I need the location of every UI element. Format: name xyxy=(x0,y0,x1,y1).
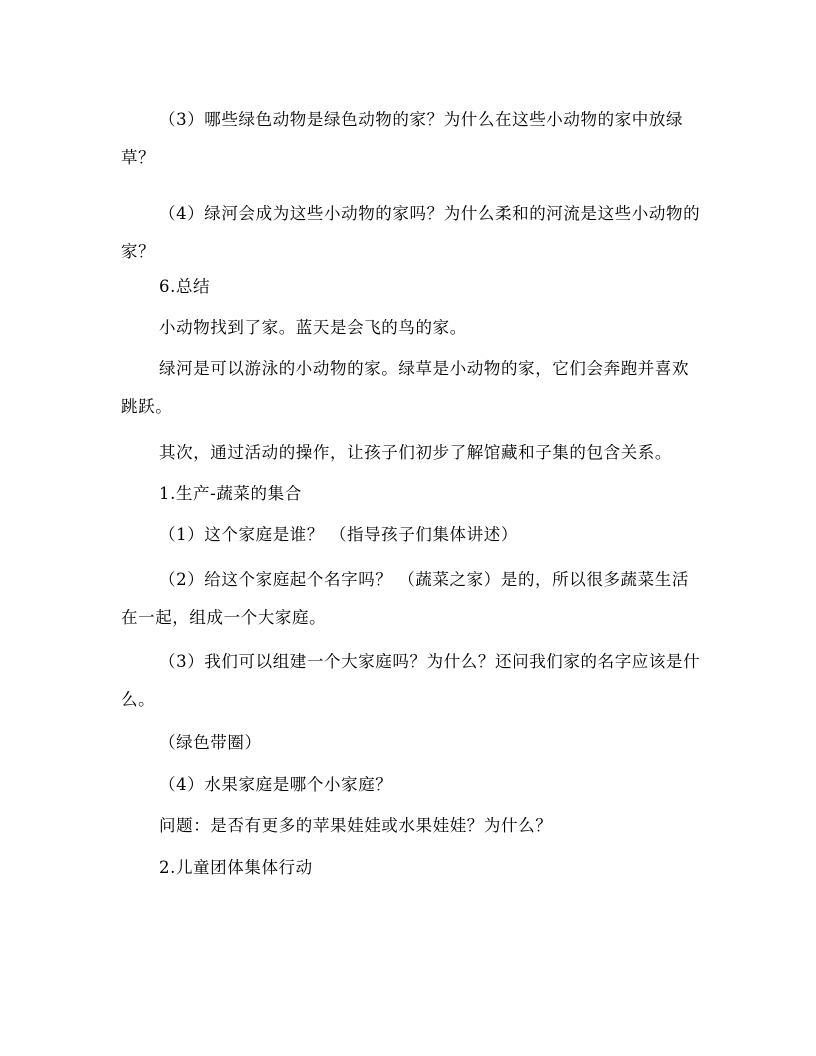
paragraph-green-river-home: 绿河是可以游泳的小动物的家。绿草是小动物的家，它们会奔跑并喜欢跳跃。 xyxy=(121,359,690,416)
paragraph-question-2-family-name: （2）给这个家庭起个名字吗？ （蔬菜之家）是的，所以很多蔬菜生活在一起，组成一个大家庭。 xyxy=(121,570,689,627)
heading-1-vegetable-set: 1.生产-蔬菜的集合 xyxy=(159,484,302,503)
paragraph-question-4-fruit-family: （4）水果家庭是哪个小家庭？ xyxy=(159,775,393,794)
paragraph-secondly-activity: 其次，通过活动的操作，让孩子们初步了解馆藏和子集的包含关系。 xyxy=(159,443,672,462)
paragraph-animals-found-home: 小动物找到了家。蓝天是会飞的鸟的家。 xyxy=(159,318,467,337)
paragraph-question-1-who-family: （1）这个家庭是谁？ （指导孩子们集体讲述） xyxy=(159,525,518,544)
paragraph-green-circled: （绿色带圈） xyxy=(159,733,262,752)
paragraph-question-4-green-river: （4）绿河会成为这些小动物的家吗？为什么柔和的河流是这些小动物的家？ xyxy=(121,204,701,261)
heading-6-summary: 6.总结 xyxy=(159,277,211,296)
paragraph-question-3-green-animals: （3）哪些绿色动物是绿色动物的家？为什么在这些小动物的家中放绿草？ xyxy=(121,110,684,167)
paragraph-problem-apple-dolls: 问题：是否有更多的苹果娃娃或水果娃娃？为什么？ xyxy=(159,816,553,835)
heading-2-group-action: 2.儿童团体集体行动 xyxy=(159,858,313,877)
paragraph-question-3-big-family: （3）我们可以组建一个大家庭吗？为什么？还问我们家的名字应该是什么。 xyxy=(121,652,701,709)
